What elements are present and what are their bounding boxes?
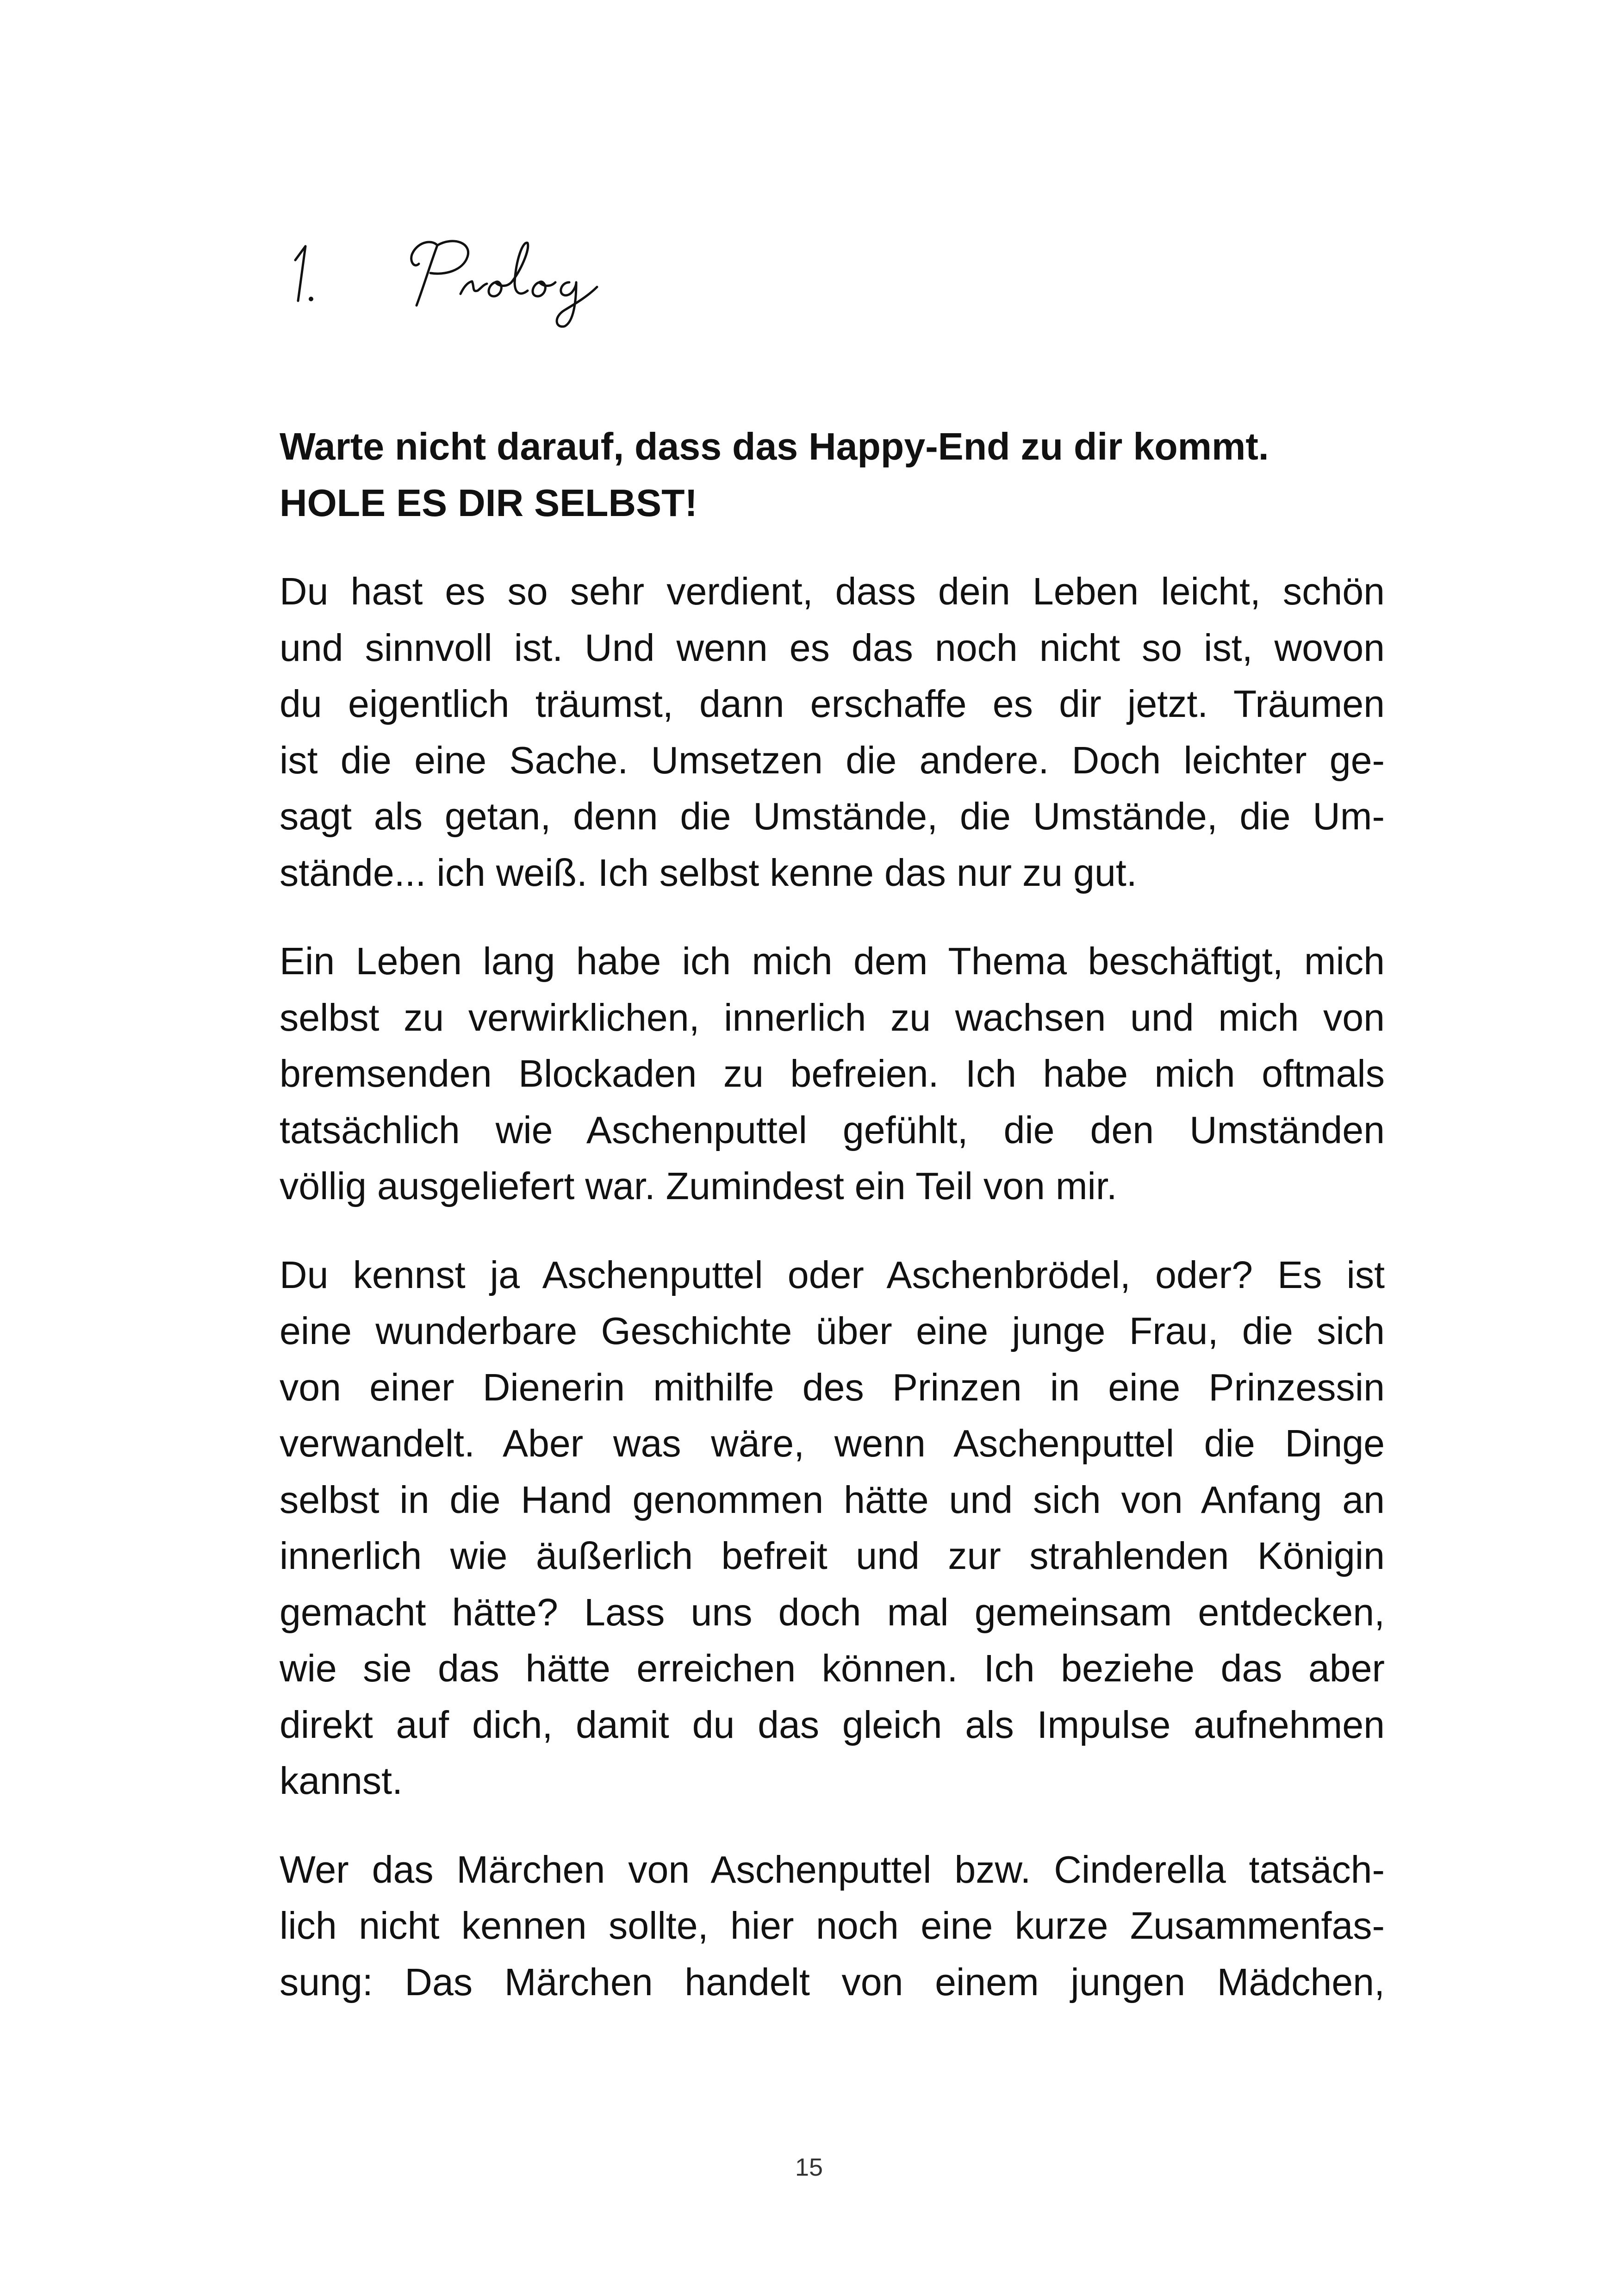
text-line: tatsächlich wie Aschenputtel gefühlt, die den Umständen	[280, 1108, 1385, 1151]
title-glyph-l	[511, 243, 528, 294]
text-line: kannst.	[280, 1760, 403, 1802]
title-glyph-p	[411, 241, 468, 305]
chapter-number-dot	[309, 297, 313, 301]
text-line: eine wunderbare Geschichte über eine junge Frau, die sich	[280, 1310, 1385, 1352]
title-glyph-r	[461, 281, 487, 294]
chapter-heading-script	[278, 218, 694, 356]
text-line: Du kennst ja Aschenputtel oder Aschenbrödel, oder? Es ist	[280, 1253, 1385, 1296]
text-line: gemacht hätte? Lass uns doch mal gemeinsam entdecken,	[280, 1591, 1385, 1634]
paragraph	[280, 1247, 1385, 1810]
page-body	[280, 419, 1385, 2010]
page-number: 15	[795, 2153, 823, 2181]
text-line: Du hast es so sehr verdient, dass dein Leben leicht, schön	[280, 570, 1385, 613]
text-line: sung: Das Märchen handelt von einem jungen Mädchen,	[280, 1960, 1385, 2004]
text-line: von einer Dienerin mithilfe des Prinzen in eine Prinzessin	[280, 1366, 1385, 1409]
text-line: direkt auf dich, damit du das gleich als Impulse aufnehmen	[280, 1703, 1385, 1746]
chapter-heading	[278, 218, 694, 356]
lead-statement	[280, 419, 1385, 531]
text-line: wie sie das hätte erreichen können. Ich beziehe das aber	[280, 1647, 1385, 1690]
text-line: und sinnvoll ist. Und wenn es das noch nicht so ist, wovon	[280, 626, 1385, 669]
text-line: stände... ich weiß. Ich selbst kenne das nur zu gut.	[280, 851, 1137, 894]
text-line: verwandelt. Aber was wäre, wenn Aschenputtel die Dinge	[280, 1422, 1385, 1465]
text-line: Wer das Märchen von Aschenputtel bzw. Cinderella tatsäch-	[280, 1848, 1385, 1891]
chapter-number-glyph	[295, 246, 305, 301]
text-line: ist die eine Sache. Umsetzen die andere. Doch leichter ge-	[280, 739, 1385, 782]
text-line: völlig ausgeliefert war. Zumindest ein Teil von mir.	[280, 1165, 1117, 1207]
text-line: Ein Leben lang habe ich mich dem Thema beschäftigt, mich	[280, 940, 1385, 983]
text-line: innerlich wie äußerlich befreit und zur strahlenden Königin	[280, 1535, 1385, 1577]
text-line: bremsenden Blockaden zu befreien. Ich habe mich oftmals	[280, 1052, 1385, 1095]
text-line: selbst in die Hand genommen hätte und sich von Anfang an	[280, 1478, 1385, 1521]
text-line: du eigentlich träumst, dann erschaffe es dir jetzt. Träumen	[280, 683, 1385, 725]
paragraph	[280, 564, 1385, 901]
lead-line: Warte nicht darauf, dass das Happy-End zu dir kommt.	[280, 425, 1269, 468]
text-line: selbst zu verwirklichen, innerlich zu wachsen und mich von	[280, 996, 1385, 1039]
text-line: lich nicht kennen sollte, hier noch eine kurze Zusammenfas-	[280, 1904, 1385, 1947]
paragraph	[280, 1842, 1385, 2011]
title-glyph-g	[557, 282, 597, 327]
text-line: sagt als getan, denn die Umstände, die Umstände, die Um-	[280, 795, 1385, 838]
lead-line: HOLE ES DIR SELBST!	[280, 481, 697, 524]
title-glyph-o2	[533, 282, 555, 296]
title-glyph-o	[489, 282, 511, 296]
paragraph	[280, 933, 1385, 1215]
